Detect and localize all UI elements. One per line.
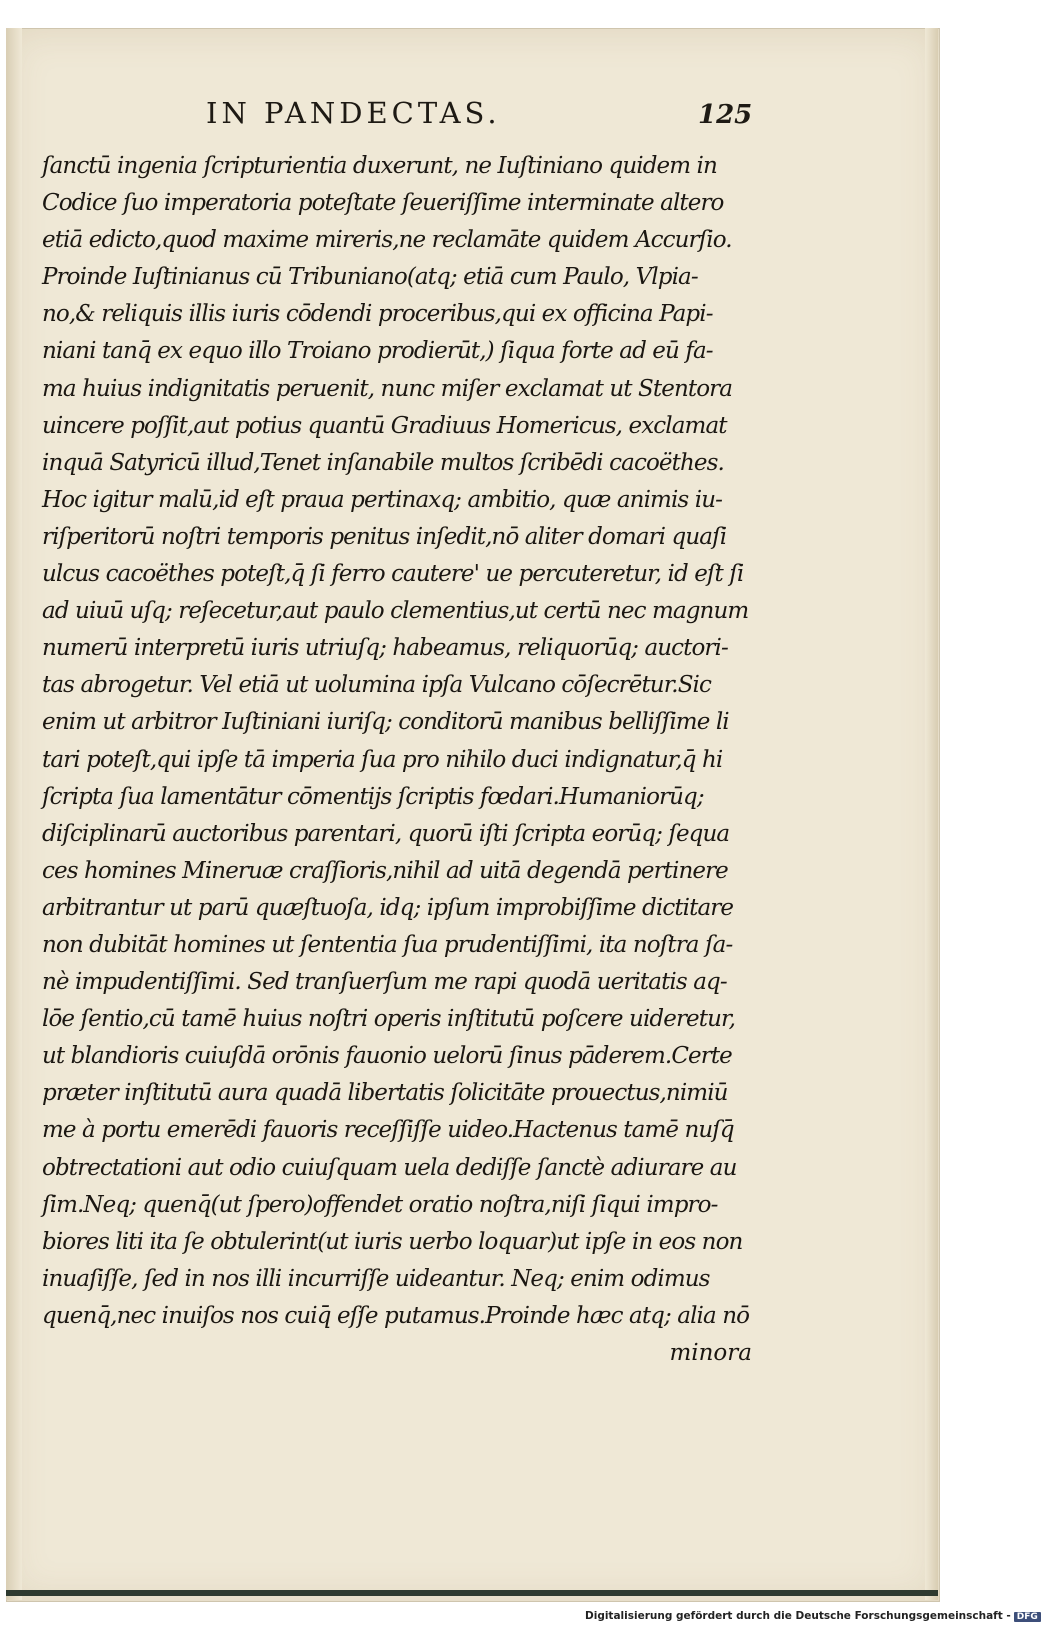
text-line: no,& reliquis illis iuris cōdendi proceribus,qui ex officina Papi- [42, 301, 713, 328]
page-edge-shadow [925, 28, 938, 1600]
text-line: arbitrantur ut parū quæſtuoſa, idq; ipſum improbiſſime dictitare [42, 894, 734, 921]
text-line: ad uiuū uſq; reſecetur,aut paulo clementius,ut certū nec magnum [42, 598, 749, 625]
text-line: tari poteſt,qui ipſe tā imperia ſua pro nihilo duci indignatur,q̄ hi [42, 746, 723, 773]
text-line: non dubitāt homines ut ſententia ſua prudentiſſimi, ita noſtra ſa- [42, 931, 733, 958]
page-number: 125 [698, 100, 753, 130]
text-line: biores liti ita ſe obtulerint(ut iuris uerbo loquar)ut ipſe in eos non [42, 1228, 743, 1255]
text-line: diſciplinarū auctoribus parentari, quorū iſti ſcripta eorūq; ſequa [42, 820, 730, 847]
text-line: Codice ſuo imperatoria poteſtate ſeueriſſime interminate altero [42, 190, 724, 217]
running-title: IN PANDECTAS. [206, 96, 501, 130]
body-text [42, 148, 754, 1372]
catchword: minora [669, 1340, 752, 1366]
text-line: Proinde Iuſtinianus cū Tribuniano(atq; etiā cum Paulo, Vlpia- [42, 264, 698, 291]
text-line: ma huius indignitatis peruenit, nunc miſer exclamat ut Stentora [42, 375, 733, 402]
text-line: ſim.Neq; quenq̄(ut ſpero)offendet oratio noſtra,niſi ſiqui impro- [42, 1191, 718, 1218]
credit-text: Digitalisierung gefördert durch die Deutsche Forschungsgemeinschaft - [585, 1610, 1011, 1622]
text-line: me à portu emerēdi fauoris receſſiſſe uideo.Hactenus tamē nuſq̄ [42, 1117, 734, 1144]
text-line: obtrectationi aut odio cuiuſquam uela dediſſe ſanctè adiurare au [42, 1154, 737, 1181]
text-line: inquā Satyricū illud,Tenet inſanabile multos ſcribēdi cacoëthes. [42, 449, 724, 476]
text-line: ſcripta ſua lamentātur cōmentijs ſcriptis fœdari.Humaniorūq; [42, 783, 704, 810]
text-line: ulcus cacoëthes poteſt,q̄ ſi ferro cautere' ue percuteretur, id eſt ſi [42, 561, 744, 588]
text-line: quenq̄,nec inuiſos nos cuiq̄ eſſe putamus.Proinde hæc atq; alia nō [42, 1302, 750, 1329]
text-line: uincere poſſit,aut potius quantū Gradiuus Homericus, exclamat [42, 412, 727, 439]
text-line: ces homines Mineruæ craſſioris,nihil ad uitā degendā pertinere [42, 857, 728, 884]
text-line: præter inſtitutū aura quadā libertatis ſolicitāte prouectus,nimiū [42, 1080, 728, 1107]
text-line: riſperitorū noſtri temporis penitus inſedit,nō aliter domari quaſi [42, 523, 727, 550]
text-line: tas abrogetur. Vel etiā ut uolumina ipſa Vulcano cōſecrētur.Sic [42, 672, 711, 699]
text-line: nè impudentiſſimi. Sed tranſuerſum me rapi quodā ueritatis aq- [42, 969, 727, 996]
text-line: lōe ſentio,cū tamē huius noſtri operis inſtitutū poſcere uideretur, [42, 1006, 735, 1033]
text-line: etiā edicto,quod maxime mireris,ne reclamāte quidem Accurſio. [42, 227, 732, 254]
dfg-logo: DFG [1014, 1612, 1041, 1622]
page-gutter-shadow [6, 28, 22, 1600]
text-line: inuaſiſſe, ſed in nos illi incurriſſe uideantur. Neq; enim odimus [42, 1265, 710, 1292]
text-line: numerū interpretū iuris utriuſq; habeamus, reliquorūq; auctori- [42, 635, 728, 662]
binding-strip [6, 1590, 938, 1596]
digitization-credit [585, 1610, 1038, 1627]
text-line: ut blandioris cuiuſdā orōnis fauonio uelorū ſinus pāderem.Certe [42, 1043, 732, 1070]
text-line: ſanctū ingenia ſcripturientia duxerunt, ne Iuſtiniano quidem in [42, 153, 717, 179]
text-line: enim ut arbitror Iuſtiniani iuriſq; conditorū manibus belliſſime li [42, 709, 729, 736]
text-line: Hoc igitur malū,id eſt praua pertinaxq; ambitio, quæ animis iu- [42, 486, 722, 513]
text-line: niani tanq̄ ex equo illo Troiano prodierūt,) ſiqua forte ad eū fa- [42, 338, 713, 365]
